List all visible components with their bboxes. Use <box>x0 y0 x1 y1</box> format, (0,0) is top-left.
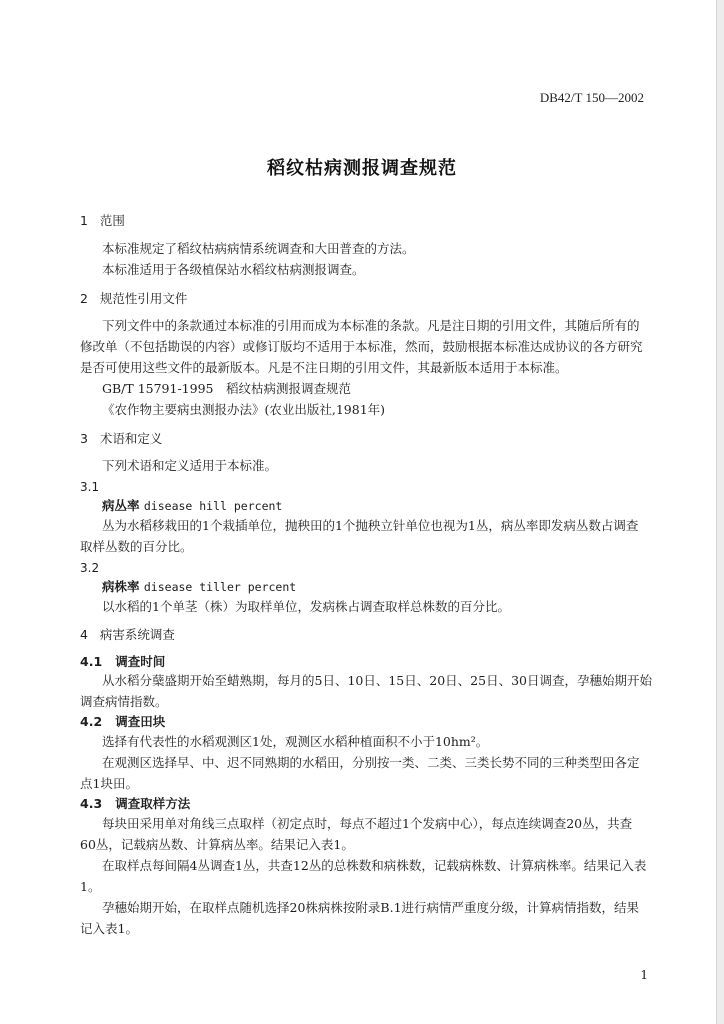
section-title: 范围 <box>99 213 125 228</box>
subsection-number: 4.3 <box>80 796 103 811</box>
paragraph-line: 在取样点每间隔4丛调查1丛，共查12丛的总株数和病株数，记载病株数、计算病株率。结果记入表 <box>102 858 647 873</box>
section-number: 2 <box>80 291 88 306</box>
subsection-number: 3.2 <box>80 561 100 575</box>
subsection-number: 3.1 <box>80 480 100 494</box>
paragraph-line: 调查病情指数。 <box>80 694 168 709</box>
paragraph: 本标准适用于各级植保站水稻纹枯病测报调查。 <box>102 262 365 277</box>
paragraph-line: 下列文件中的条款通过本标准的引用而成为本标准的条款。凡是注日期的引用文件，其随后所有的 <box>102 318 640 333</box>
paragraph-line: 点1块田。 <box>80 776 138 791</box>
term-cn: 病株率 <box>102 579 140 594</box>
section-title: 病害系统调查 <box>99 627 175 642</box>
subsection-4-3-heading <box>80 796 190 812</box>
paragraph-line: 记入表1。 <box>80 921 138 936</box>
term-disease-tiller <box>102 579 296 595</box>
paragraph-line: 从水稻分蘖盛期开始至蜡熟期，每月的5日、10日、15日、20日、25日、30日调查，孕穗始期开始 <box>102 673 652 688</box>
reference-item: 《农作物主要病虫测报办法》(农业出版社,1981年) <box>102 402 386 417</box>
reference-item: GB/T 15791-1995 稻纹枯病测报调查规范 <box>102 381 351 396</box>
subsection-title: 调查时间 <box>115 654 166 669</box>
subsection-number: 4.2 <box>80 714 103 729</box>
subsection-4-1-heading <box>80 654 165 670</box>
section-1-heading <box>80 213 125 229</box>
paragraph-line: 孕穗始期开始，在取样点随机选择20株病株按附录B.1进行病情严重度分级，计算病情指数，结果 <box>102 900 640 915</box>
section-2-heading <box>80 291 187 307</box>
section-3-heading <box>80 431 162 447</box>
section-number: 1 <box>80 213 88 228</box>
paragraph-line: 60丛，记载病丛数、计算病丛率。结果记入表1。 <box>80 837 354 852</box>
definition-line: 取样丛数的百分比。 <box>80 539 193 554</box>
term-disease-hill <box>102 498 282 514</box>
subsection-title: 调查取样方法 <box>115 796 191 811</box>
subsection-4-2-heading <box>80 714 165 730</box>
standard-code: DB42/T 150—2002 <box>539 90 644 105</box>
document-title: 稻纹枯病测报调查规范 <box>267 158 457 179</box>
paragraph-line: 是否可使用这些文件的最新版本。凡是不注日期的引用文件，其最新版本适用于本标准。 <box>80 360 568 375</box>
definition-line: 丛为水稻移栽田的1个栽插单位，抛秧田的1个抛秧立针单位也视为1丛，病丛率即发病丛数占调查 <box>102 518 639 533</box>
paragraph-line: 每块田采用单对角线三点取样（初定点时，每点不超过1个发病中心），每点连续调查20丛，共查 <box>102 816 633 831</box>
term-cn: 病丛率 <box>102 498 140 513</box>
paragraph-line: 选择有代表性的水稻观测区1处，观测区水稻种植面积不小于10hm²。 <box>102 734 489 749</box>
paragraph-line: 1。 <box>80 879 101 894</box>
section-number: 3 <box>80 431 88 446</box>
section-4-heading <box>80 627 175 643</box>
subsection-number: 4.1 <box>80 654 103 669</box>
page-number: 1 <box>640 968 648 982</box>
paragraph-line: 在观测区选择早、中、迟不同熟期的水稻田，分别按一类、二类、三类长势不同的三种类型田各定 <box>102 755 640 770</box>
paragraph: 下列术语和定义适用于本标准。 <box>102 458 278 473</box>
term-en: disease hill percent <box>143 499 283 513</box>
section-number: 4 <box>80 627 88 642</box>
paragraph-line: 修改单（不包括勘误的内容）或修订版均不适用于本标准，然而，鼓励根据本标准达成协议的各方研究 <box>80 339 643 354</box>
paragraph: 本标准规定了稻纹枯病病情系统调查和大田普查的方法。 <box>102 241 415 256</box>
term-en: disease tiller percent <box>143 580 297 594</box>
subsection-title: 调查田块 <box>115 714 166 729</box>
section-title: 规范性引用文件 <box>99 291 188 306</box>
definition-line: 以水稻的1个单茎（株）为取样单位，发病株占调查取样总株数的百分比。 <box>102 599 510 614</box>
section-title: 术语和定义 <box>99 431 163 446</box>
